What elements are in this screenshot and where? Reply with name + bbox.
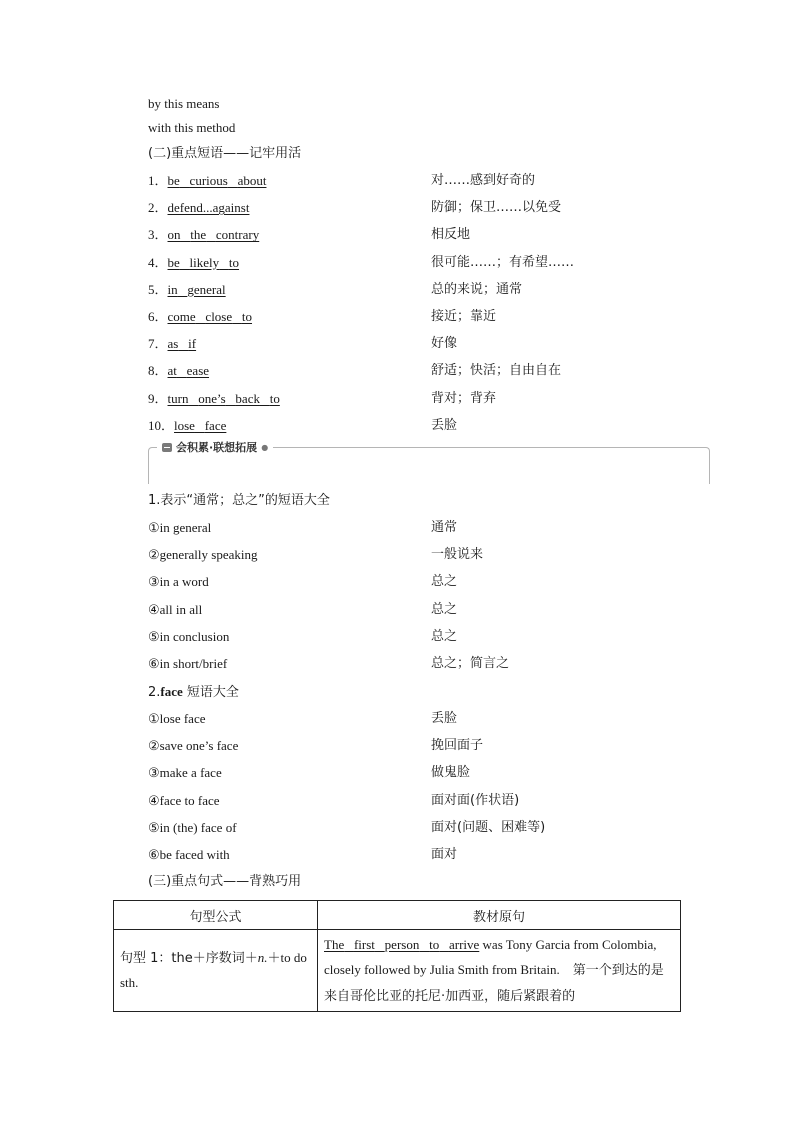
table-header-sentence: 教材原句 [318, 901, 681, 930]
list-item-cn: 一般说来 [431, 547, 484, 563]
phrase-meaning: 接近；靠近 [431, 309, 497, 324]
phrase-gap [206, 227, 216, 242]
phrase-gap [180, 255, 190, 270]
phrase-word: in [167, 281, 178, 297]
phrase-gap [260, 391, 270, 406]
sentence-word: person [384, 937, 420, 952]
pattern-cell [114, 930, 318, 1012]
list-item-en: ⑥be faced with [148, 847, 230, 862]
sentence-rest: was Tony Garcia from Colombia, closely followed by Julia Smith from Britain. [324, 937, 657, 977]
phrase-en [148, 253, 239, 273]
group-1-title: 1.表示“通常；总之”的短语大全 [148, 493, 330, 508]
group-2-title-word: face [160, 684, 183, 699]
phrase-gap [226, 391, 236, 406]
table-header-row [114, 901, 681, 930]
pattern-text-n: n. [257, 950, 268, 965]
phrase-number: 4． [148, 254, 168, 270]
list-item-en: ⑤in (the) face of [148, 819, 237, 835]
phrase-row [148, 280, 708, 300]
list-item-en: ④all in all [148, 601, 203, 617]
group-2-title [148, 682, 239, 702]
top-line-2: with this method [148, 120, 236, 135]
phrase-row [148, 253, 708, 273]
phrase-row [148, 307, 708, 327]
phrase-word: contrary [215, 227, 260, 243]
list-item [148, 791, 708, 811]
phrase-gap [219, 255, 229, 270]
phrase-word: the [190, 227, 207, 243]
phrase-gap [232, 309, 242, 324]
list-item-cn: 丢脸 [431, 711, 458, 726]
list-item [148, 845, 708, 865]
phrase-meaning: 对……感到好奇的 [431, 173, 536, 188]
list-item [148, 736, 708, 756]
list-item-cn: 做鬼脸 [431, 765, 471, 781]
phrase-meaning: 背对；背弃 [431, 390, 497, 406]
phrase-word: about [237, 173, 267, 188]
phrase-en [148, 361, 209, 381]
table-header-pattern: 句型公式 [114, 901, 318, 930]
phrase-row [148, 198, 708, 218]
list-item-cn: 总之 [431, 628, 458, 644]
sentence-word: to [429, 937, 440, 952]
group-2-title-suffix: 短语大全 [182, 685, 239, 700]
sentence-word: arrive [448, 937, 480, 952]
phrase-en [148, 225, 259, 245]
pattern-text-a: 句型 1：the＋序数词＋ [120, 951, 258, 966]
phrase-gap [178, 282, 188, 297]
list-item [148, 627, 708, 647]
phrase-en [148, 198, 249, 218]
phrase-meaning: 舒适；快活；自由自在 [431, 363, 562, 379]
sentence-word: The [324, 937, 345, 952]
expand-box-title: 会积累·联想拓展 [176, 441, 258, 454]
note-icon [162, 443, 172, 452]
phrase-gap [180, 173, 190, 188]
phrase-row [148, 171, 708, 191]
list-item-en: ①lose face [148, 711, 206, 726]
phrase-en [148, 307, 252, 327]
phrase-meaning: 很可能……；有希望…… [431, 254, 575, 270]
phrase-word: face [204, 417, 227, 433]
phrase-number: 6． [148, 309, 168, 324]
phrase-word: general [187, 281, 226, 297]
phrase-word: ease [186, 363, 210, 379]
sentence-gap [344, 937, 354, 952]
list-item-en: ③make a face [148, 765, 222, 781]
phrase-row [148, 334, 708, 354]
phrase-meaning: 总的来说；通常 [431, 281, 523, 297]
phrase-word: to [269, 390, 280, 406]
sentence-gap [439, 937, 449, 952]
phrase-number: 1． [148, 173, 168, 188]
list-item [148, 763, 708, 783]
list-item-cn: 总之 [431, 574, 458, 590]
phrase-number: 3． [148, 227, 168, 243]
list-item-cn: 通常 [431, 520, 458, 535]
group-2-title-prefix: 2. [148, 685, 161, 700]
phrase-word: curious [189, 173, 228, 188]
phrase-word: be [167, 173, 180, 188]
phrase-row [148, 225, 708, 245]
phrase-gap [196, 309, 206, 324]
phrase-meaning: 相反地 [431, 227, 471, 243]
phrase-gap [188, 391, 198, 406]
phrase-number: 9． [148, 390, 168, 406]
sentence-translation: 第一个到达的是来自哥伦比亚的托尼·加西亚，随后紧跟着的 [324, 963, 664, 1004]
phrase-word: at [167, 363, 177, 379]
sentence-cell [318, 930, 681, 1012]
phrase-gap [177, 363, 187, 378]
sentence-pattern-table [113, 900, 681, 1012]
dot-icon: ● [261, 442, 269, 452]
phrase-en [148, 389, 280, 409]
phrase-word: as [167, 336, 179, 352]
list-item [148, 818, 708, 838]
phrase-number: 2． [148, 200, 168, 216]
list-item-en: ④face to face [148, 792, 220, 808]
phrase-word: come [167, 309, 196, 324]
list-item-cn: 挽回面子 [431, 738, 484, 754]
phrase-number: 10． [148, 417, 175, 433]
list-item [148, 518, 708, 538]
list-item [148, 709, 708, 729]
phrase-gap [178, 336, 188, 351]
phrase-word: lose [174, 417, 195, 433]
phrase-meaning: 防御；保卫……以免受 [431, 200, 562, 216]
expand-box [148, 441, 710, 484]
phrase-meaning: 好像 [431, 336, 458, 352]
phrase-word: close [205, 309, 233, 324]
phrase-gap [181, 227, 191, 242]
phrase-row [148, 389, 708, 409]
phrase-number: 8． [148, 363, 168, 379]
phrase-word: turn [167, 390, 189, 406]
phrase-gap [228, 173, 238, 188]
sentence-word: first [353, 937, 375, 952]
phrase-word: to [241, 309, 253, 324]
list-item [148, 600, 708, 620]
list-item-en: ②generally speaking [148, 547, 258, 563]
sentence-gap [375, 937, 385, 952]
list-item-cn: 总之；简言之 [431, 656, 510, 671]
phrase-en [148, 171, 266, 191]
list-item-en: ⑤in conclusion [148, 628, 230, 644]
phrase-word: on [167, 227, 181, 243]
list-item-cn: 总之 [431, 601, 458, 617]
phrase-word: defend...against [167, 200, 250, 216]
expand-box-label [157, 439, 273, 455]
phrase-word: back [235, 390, 260, 406]
list-item-cn: 面对 [431, 847, 458, 862]
list-item-en: ⑥in short/brief [148, 656, 228, 671]
phrase-word: likely [189, 254, 220, 270]
phrase-en [148, 280, 226, 300]
phrase-row [148, 361, 708, 381]
list-item-cn: 面对面(作状语) [431, 792, 520, 808]
phrase-number: 7． [148, 336, 168, 352]
sentence-gap [419, 937, 429, 952]
section-2-title: (二)重点短语——记牢用活 [148, 146, 302, 161]
phrase-word: be [167, 254, 180, 270]
phrase-word: one’s [198, 390, 226, 406]
phrase-row [148, 416, 708, 436]
phrase-number: 5． [148, 281, 168, 297]
pattern-text-b: ＋to do sth. [120, 950, 307, 990]
list-item-cn: 面对(问题、困难等) [431, 819, 546, 835]
phrase-gap [195, 418, 205, 433]
sentence-underlined [324, 937, 479, 952]
phrase-en [148, 416, 226, 436]
phrase-word: if [188, 336, 197, 352]
phrase-en [148, 334, 196, 354]
list-item [148, 545, 708, 565]
list-item-en: ②save one’s face [148, 738, 239, 754]
section-3-title: (三)重点句式——背熟巧用 [148, 874, 302, 889]
list-item-en: ③in a word [148, 574, 209, 590]
phrase-meaning: 丢脸 [431, 417, 458, 433]
list-item [148, 572, 708, 592]
phrase-word: to [228, 254, 240, 270]
top-line-1: by this means [148, 96, 220, 111]
list-item [148, 654, 708, 674]
table-row [114, 930, 681, 1012]
list-item-en: ①in general [148, 520, 212, 535]
